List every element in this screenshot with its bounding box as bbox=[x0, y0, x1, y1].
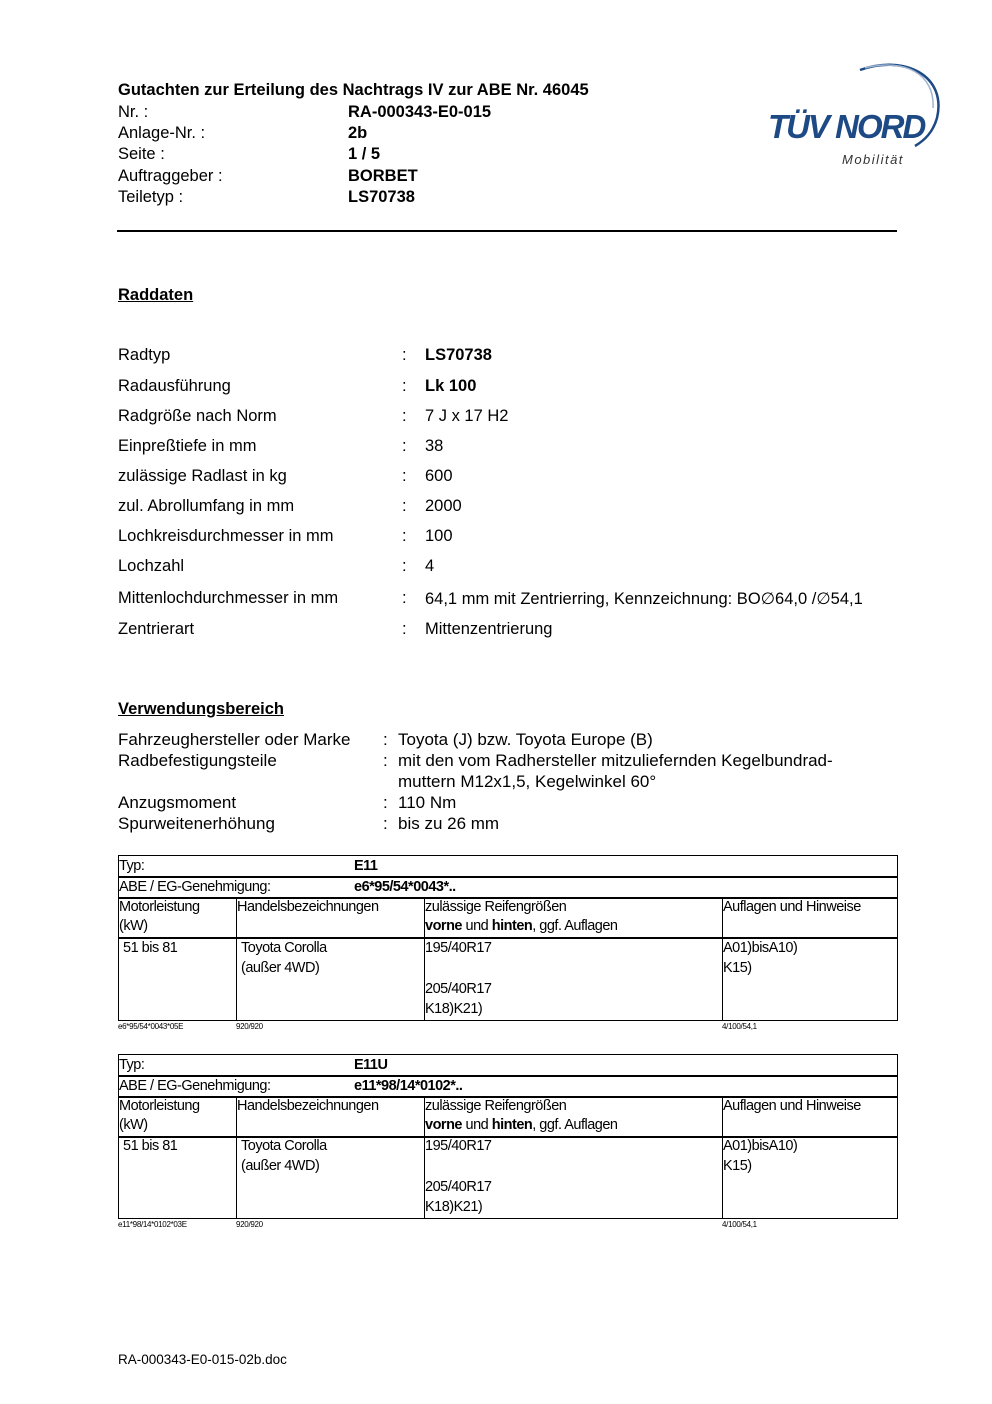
vehicle-table-2 bbox=[118, 1054, 898, 1234]
header-divider bbox=[117, 230, 897, 232]
usage-value-fastening-line2: muttern M12x1,5, Kegelwinkel 60° bbox=[398, 772, 657, 791]
table-label-typ: Typ: bbox=[119, 858, 145, 874]
document-title: Gutachten zur Erteilung des Nachtrags IV zur ABE Nr. 46045 bbox=[118, 81, 589, 99]
wheel-label-radausfuehrung: Radausführung bbox=[118, 377, 231, 395]
vehicle-table-1 bbox=[118, 855, 898, 1035]
wheel-value-radausfuehrung: Lk 100 bbox=[425, 377, 477, 395]
cell-notes: A01)bisA10) bbox=[723, 1138, 798, 1154]
colon: : bbox=[402, 557, 407, 575]
table-value-abe: e6*95/54*0043*.. bbox=[354, 879, 456, 895]
wheel-label-einpresstiefe: Einpreßtiefe in mm bbox=[118, 437, 257, 455]
column-header-names: Handelsbezeichnungen bbox=[237, 899, 379, 915]
wheel-value-abrollumfang: 2000 bbox=[425, 497, 462, 515]
wheel-value-mittenloch: 64,1 mm mit Zentrierring, Kennzeichnung: BO∅64,0 /∅54,1 bbox=[425, 590, 863, 608]
wheel-value-radlast: 600 bbox=[425, 467, 453, 485]
usage-value-torque: 110 Nm bbox=[398, 793, 457, 812]
table-footnote-load: 920/920 bbox=[236, 1220, 263, 1229]
cell-tyre: 205/40R17 bbox=[425, 981, 492, 997]
colon: : bbox=[402, 497, 407, 515]
table-border bbox=[118, 1020, 898, 1021]
cell-tyre: 205/40R17 bbox=[425, 1179, 492, 1195]
table-footnote-approval: e6*95/54*0043*05E bbox=[118, 1022, 184, 1031]
colon: : bbox=[402, 346, 407, 364]
cell-name-note: (außer 4WD) bbox=[241, 960, 320, 976]
header-label-nr: Nr. : bbox=[118, 103, 149, 121]
tyres-sub-and: und bbox=[462, 918, 492, 934]
table-footnote-bolt: 4/100/54,1 bbox=[722, 1220, 757, 1229]
column-header-notes: Auflagen und Hinweise bbox=[723, 899, 861, 915]
wheel-value-radtyp: LS70738 bbox=[425, 346, 492, 364]
wheel-value-radgroesse: 7 J x 17 H2 bbox=[425, 407, 509, 425]
colon: : bbox=[383, 814, 388, 833]
colon: : bbox=[402, 589, 407, 607]
header-label-teiletyp: Teiletyp : bbox=[118, 188, 184, 206]
column-header-power: Motorleistung bbox=[119, 1098, 200, 1114]
table-footnote-load: 920/920 bbox=[236, 1022, 263, 1031]
table-value-abe: e11*98/14*0102*.. bbox=[354, 1078, 463, 1094]
cell-notes: A01)bisA10) bbox=[723, 940, 798, 956]
wheel-label-abrollumfang: zul. Abrollumfang in mm bbox=[118, 497, 295, 515]
cell-power: 51 bis 81 bbox=[123, 940, 178, 956]
header-value-anlage: 2b bbox=[348, 124, 368, 142]
table-label-abe: ABE / EG-Genehmigung: bbox=[119, 879, 271, 895]
header-value-teiletyp: LS70738 bbox=[348, 188, 415, 206]
header-value-nr: RA-000343-E0-015 bbox=[348, 103, 492, 121]
cell-name: Toyota Corolla bbox=[241, 940, 327, 956]
wheel-label-radtyp: Radtyp bbox=[118, 346, 171, 364]
usage-label-track: Spurweitenerhöhung bbox=[118, 814, 275, 833]
header-label-auftraggeber: Auftraggeber : bbox=[118, 167, 223, 185]
wheel-label-lochkreis: Lochkreisdurchmesser in mm bbox=[118, 527, 334, 545]
tyres-sub-and: und bbox=[462, 1117, 492, 1133]
tuv-nord-logo-text: TÜV NORD bbox=[768, 108, 925, 145]
wheel-label-radgroesse: Radgröße nach Norm bbox=[118, 407, 277, 425]
cell-name-note: (außer 4WD) bbox=[241, 1158, 320, 1174]
wheel-value-einpresstiefe: 38 bbox=[425, 437, 444, 455]
tyres-sub-notes: , ggf. Auflagen bbox=[532, 1117, 618, 1133]
header-value-auftraggeber: BORBET bbox=[348, 167, 418, 185]
header-label-anlage: Anlage-Nr. : bbox=[118, 124, 206, 142]
colon: : bbox=[402, 527, 407, 545]
footer-filename: RA-000343-E0-015-02b.doc bbox=[118, 1352, 287, 1367]
column-header-names: Handelsbezeichnungen bbox=[237, 1098, 379, 1114]
table-value-typ: E11 bbox=[354, 858, 378, 874]
column-header-power-unit: (kW) bbox=[119, 918, 148, 934]
wheel-value-lochzahl: 4 bbox=[425, 557, 435, 575]
table-label-typ: Typ: bbox=[119, 1057, 145, 1073]
colon: : bbox=[402, 467, 407, 485]
usage-label-torque: Anzugsmoment bbox=[118, 793, 237, 812]
tyres-sub-rear: hinten bbox=[491, 918, 533, 934]
usage-label-fastening: Radbefestigungsteile bbox=[118, 751, 277, 770]
colon: : bbox=[402, 407, 407, 425]
column-header-notes: Auflagen und Hinweise bbox=[723, 1098, 861, 1114]
header-value-seite: 1 / 5 bbox=[348, 145, 381, 163]
column-header-power: Motorleistung bbox=[119, 899, 200, 915]
cell-tyre: 195/40R17 bbox=[425, 1138, 492, 1154]
table-border bbox=[118, 855, 898, 856]
cell-tyre-notes: K18)K21) bbox=[425, 1199, 483, 1215]
tyres-sub-notes: , ggf. Auflagen bbox=[532, 918, 618, 934]
wheel-label-mittenloch: Mittenlochdurchmesser in mm bbox=[118, 589, 339, 607]
tyres-sub-rear: hinten bbox=[491, 1117, 533, 1133]
cell-tyre-notes: K18)K21) bbox=[425, 1001, 483, 1017]
header-label-seite: Seite : bbox=[118, 145, 165, 163]
section-heading-raddaten: Raddaten bbox=[118, 286, 194, 304]
tyres-sub-front: vorne bbox=[425, 918, 462, 934]
colon: : bbox=[383, 751, 388, 770]
colon: : bbox=[402, 377, 407, 395]
wheel-label-radlast: zulässige Radlast in kg bbox=[118, 467, 287, 485]
table-footnote-approval: e11*98/14*0102*03E bbox=[118, 1220, 187, 1229]
table-border bbox=[118, 1054, 898, 1055]
colon: : bbox=[402, 620, 407, 638]
cell-notes: K15) bbox=[723, 1158, 752, 1174]
column-header-tyres: zulässige Reifengrößen bbox=[425, 899, 567, 915]
usage-value-manufacturer: Toyota (J) bzw. Toyota Europe (B) bbox=[398, 730, 653, 749]
section-heading-verwendungsbereich: Verwendungsbereich bbox=[118, 700, 284, 718]
usage-value-fastening-line1: mit den vom Radhersteller mitzuliefernden Kegelbundrad- bbox=[398, 751, 833, 770]
usage-label-manufacturer: Fahrzeughersteller oder Marke bbox=[118, 730, 351, 749]
column-header-tyres: zulässige Reifengrößen bbox=[425, 1098, 567, 1114]
table-border bbox=[118, 1218, 898, 1219]
wheel-value-zentrierart: Mittenzentrierung bbox=[425, 620, 553, 638]
wheel-value-lochkreis: 100 bbox=[425, 527, 453, 545]
column-header-tyres-sub bbox=[425, 917, 617, 936]
column-header-tyres-sub bbox=[425, 1116, 617, 1135]
table-label-abe: ABE / EG-Genehmigung: bbox=[119, 1078, 271, 1094]
table-footnote-bolt: 4/100/54,1 bbox=[722, 1022, 757, 1031]
tyres-sub-front: vorne bbox=[425, 1117, 462, 1133]
cell-power: 51 bis 81 bbox=[123, 1138, 178, 1154]
colon: : bbox=[383, 793, 388, 812]
tuv-nord-logo-subtitle: Mobilität bbox=[842, 152, 904, 167]
colon: : bbox=[383, 730, 388, 749]
cell-notes: K15) bbox=[723, 960, 752, 976]
cell-tyre: 195/40R17 bbox=[425, 940, 492, 956]
usage-value-track: bis zu 26 mm bbox=[398, 814, 500, 833]
table-value-typ: E11U bbox=[354, 1057, 388, 1073]
colon: : bbox=[402, 437, 407, 455]
column-header-power-unit: (kW) bbox=[119, 1117, 148, 1133]
cell-name: Toyota Corolla bbox=[241, 1138, 327, 1154]
wheel-label-lochzahl: Lochzahl bbox=[118, 557, 185, 575]
wheel-label-zentrierart: Zentrierart bbox=[118, 620, 195, 638]
